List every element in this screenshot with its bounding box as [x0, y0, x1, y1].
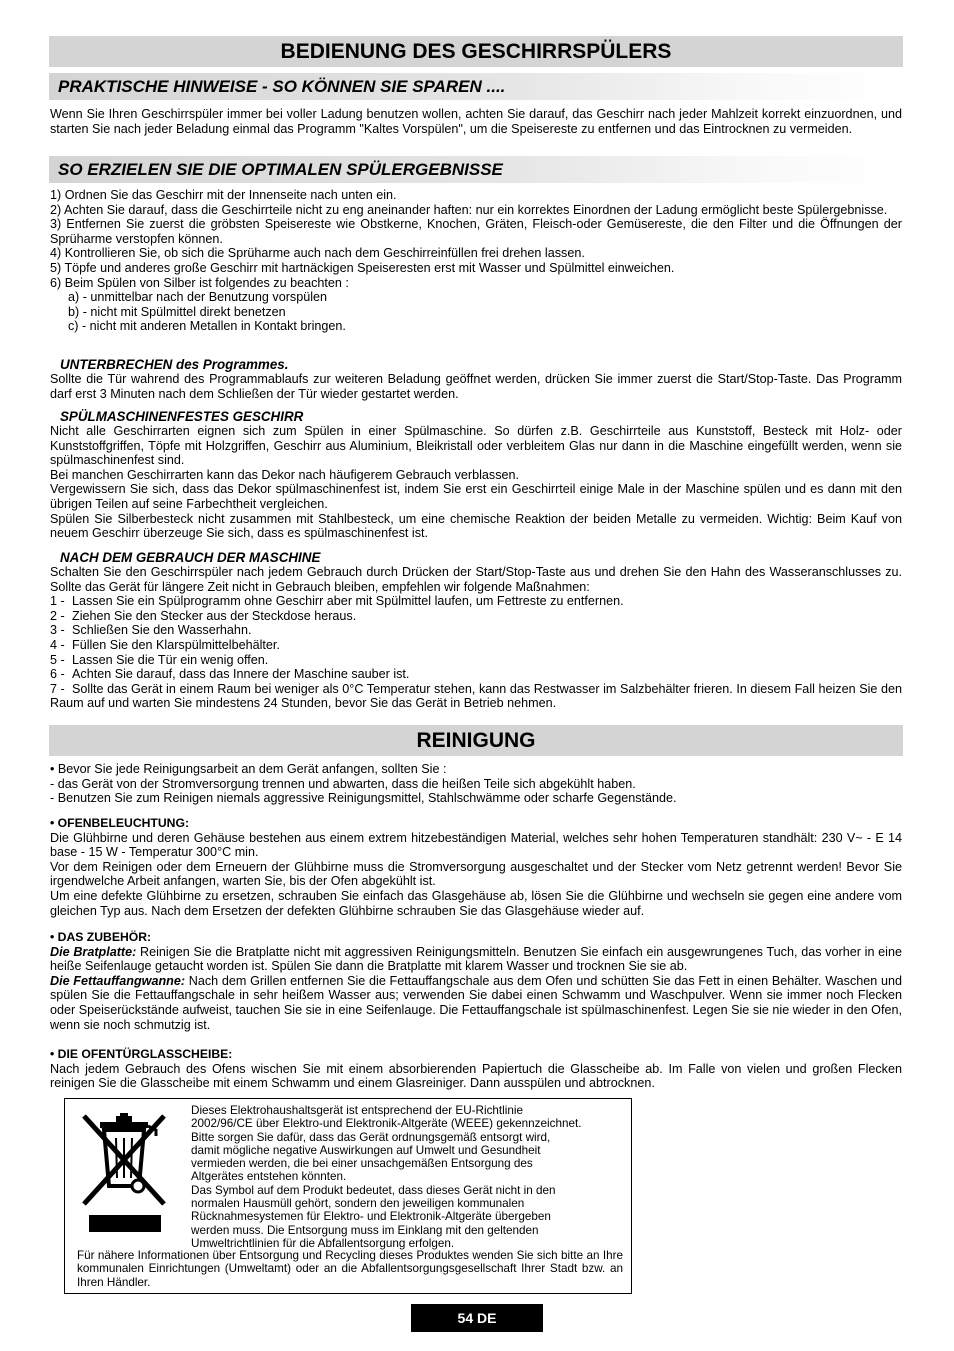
page-number: 54 DE [411, 1304, 543, 1332]
weee-line: Altgerätes entstehen könnten. [191, 1170, 347, 1184]
weee-line: Rücknahmesystemen für Elektro- und Elektronik-Altgeräte übergeben [191, 1210, 551, 1224]
list-item: 5 - Lassen Sie die Tür ein wenig offen. [50, 652, 269, 667]
weee-line: 2002/96/CE über Elektro-und Elektronik-Altgeräte (WEEE) gekennzeichnet. [191, 1117, 582, 1131]
section-title: SO ERZIELEN SIE DIE OPTIMALEN SPÜLERGEBNISSE [58, 160, 503, 179]
paragraph: Sollte die Tür wahrend des Programmablaufs zur weiteren Beladung geöffnet werden, drücken Sie immer zuerst die Start/Stop-Taste. Das Programm darf erst 3 Minuten nach dem Schließen der Tür wieder gestartet werden. [50, 372, 902, 401]
weee-line: Umweltrichtlinien für die Abfallentsorgung erfolgen. [191, 1236, 455, 1250]
section-spuelmaschinenfest [50, 409, 902, 541]
weee-line: vermieden werden, die bei einer unsachgemäßen Entsorgung des [191, 1157, 533, 1171]
subsection-heading: NACH DEM GEBRAUCH DER MASCHINE [60, 550, 321, 565]
section-ofenbeleuchtung [50, 816, 902, 918]
weee-line: normalen Hausmüll gehört, sondern den jeweiligen kommunalen [191, 1197, 525, 1211]
subsection-heading: • DIE OFENTÜRGLASSCHEIBE: [50, 1047, 233, 1061]
weee-line: Bitte sorgen Sie dafür, dass das Gerät ordnungsgemäß entsorgt wird, [191, 1130, 551, 1144]
weee-line: Dieses Elektrohaushaltsgerät ist entsprechend der EU-Richtlinie [191, 1104, 523, 1117]
list-item: 1 - Lassen Sie ein Spülprogramm ohne Geschirr aber mit Spülmittel laufen, um Fettreste zu entfernen. [50, 594, 624, 609]
crossed-out-wheelie-bin-icon [78, 1108, 173, 1240]
list-item: 5) Töpfe und anderes große Geschirr mit hartnäckigen Speiseresten erst mit Wasser und Spülmittel einweichen. [50, 260, 675, 275]
section-title: REINIGUNG [416, 729, 536, 752]
page-title: BEDIENUNG DES GESCHIRRSPÜLERS [280, 40, 672, 63]
subsection-heading: • OFENBELEUCHTUNG: [50, 816, 190, 830]
main-title-bar [49, 36, 903, 67]
reinigung-intro [50, 762, 902, 806]
list-item: 7 - Sollte das Gerät in einem Raum bei weniger als 0°C Temperatur stehen, kann das Restwasser im Salzbehälter frieren. In diesem Fall heizen Sie den Raum auf und warten Sie mindestens 24 Stunden, bevor Sie das Gerät in Betrieb nehmen. [50, 681, 902, 711]
section-nach-dem-gebrauch [50, 550, 902, 711]
weee-line: damit mögliche negative Auswirkungen auf Umwelt und Gesundheit [191, 1143, 541, 1157]
paragraph: Spülen Sie Silberbesteck nicht zusammen mit Stahlbesteck, um eine chemische Reaktion der beiden Metalle zu vermeiden. Wichtig: Beim Kauf von neuem Geschirr überzeuge Sie sich, dass es spülmaschinenfest ist. [50, 511, 902, 541]
reinigung-title-bar [49, 725, 903, 756]
paragraph: Schalten Sie den Geschirrspüler nach jedem Gebrauch durch Drücken der Start/Stop-Taste aus und drehen Sie den Hahn des Wasseranschlusses zu. Sollte das Gerät für längere Zeit nicht in Gebrauch bleiben, empfehlen wir folgende Maßnahmen: [50, 565, 902, 594]
sub-list-item: c) - nicht mit anderen Metallen in Kontakt bringen. [68, 319, 346, 334]
sub-list-item: b) - nicht mit Spülmittel direkt benetzen [68, 304, 286, 319]
paragraph: Die Bratplatte: Reinigen Sie die Bratplatte nicht mit aggressiven Reinigungsmitteln. Benutzen Sie einfach ein ausgewrungenes Tuch, das vorher in eine heiße Seifenlauge getaucht worden ist. Spülen Sie dann die Bratplatte mit klarem Wasser und trocknen Sie sie ab. [50, 944, 902, 974]
paragraph: Vergewissern Sie sich, dass das Dekor spülmaschinenfest ist, indem Sie erst ein Geschirrteil einige Male in der Maschine spülen und es dann mit den übrigen Teilen auf seine Farbechtheit vergleichen. [50, 482, 902, 511]
paragraph: Bei manchen Geschirrarten kann das Dekor nach häufigerem Gebrauch verblassen. [50, 467, 520, 482]
paragraph: Die Fettauffangwanne: Nach dem Grillen entfernen Sie die Fettauffangschale aus dem Ofen und schütten Sie das Fett in einen Behälter. Waschen und spülen Sie die Fettauffangschale in sehr heißem Wasser aus; verwenden Sie dabei einen Schwamm und Waschpulver. Wenn sie immer noch Flecken oder Speiserückstände aufweist, tauchen Sie sie in eine Seifenlauge. Die Fettauffangschale ist spülmaschinenfest. Legen Sie sie nie wieder in den Ofen, wenn sie noch schmutzig ist. [50, 973, 902, 1032]
weee-line: Das Symbol auf dem Produkt bedeutet, dass dieses Gerät nicht in den [191, 1183, 556, 1197]
list-item: 2) Achten Sie darauf, dass die Geschirrteile nicht zu eng aneinander haften: nur ein korrektes Einordnen der Ladung ermöglicht beste Spülergebnisse. [50, 202, 888, 217]
list-item: 6) Beim Spülen von Silber ist folgendes zu beachten : [50, 275, 349, 290]
section-zubehoer [50, 930, 902, 1032]
weee-notice-text [191, 1104, 626, 1250]
list-item: 4) Kontrollieren Sie, ob sich die Sprüharme auch nach dem Geschirreinfüllen frei drehen lassen. [50, 246, 585, 261]
list-item: - das Gerät von der Stromversorgung trennen und abwarten, dass die heißen Teile sich abgekühlt haben. [50, 776, 636, 791]
paragraph: Um eine defekte Glühbirne zu ersetzen, schrauben Sie einfach das Glasgehäuse ab, lösen Sie die Glühbirne und wechseln sie gegen eine andere vom gleichen Typ aus. Nach dem Ersetzen der defekten Glühbirne schrauben Sie das Glasgehäuse wieder auf. [50, 888, 902, 918]
list-item: 1) Ordnen Sie das Geschirr mit der Innenseite nach unten ein. [50, 188, 397, 202]
paragraph: Wenn Sie Ihren Geschirrspüler immer bei voller Ladung benutzen wollen, achten Sie darauf, das Geschirr nach jeder Mahlzeit korrekt einzuordnen, und starten Sie nach jeder Beladung einmal das Programm "Kaltes Vorspülen", um die Speisereste zu entfernen und das Eintrocknen zu vermeiden. [50, 107, 902, 136]
section-spuelergebnisse-body [50, 188, 902, 334]
section-header-spuelergebnisse [49, 156, 903, 183]
sub-list-item: a) - unmittelbar nach der Benutzung vorspülen [68, 290, 328, 305]
section-ofentuerglasscheibe [50, 1047, 902, 1091]
section-sparen-body [50, 107, 902, 136]
list-item: 4 - Füllen Sie den Klarspülmittelbehälter. [50, 637, 280, 652]
section-header-sparen [49, 73, 903, 100]
weee-line: werden muss. Die Entsorgung muss im Einklang mit den geltenden [191, 1223, 539, 1237]
paragraph: Vor dem Reinigen oder dem Erneuern der Glühbirne muss die Stromversorgung ausgeschaltet und der Stecker vom Netz getrennt werden! Bevor Sie irgendwelche Arbeit anfangen, warten Sie, bis der Ofen abgekühlt ist. [50, 859, 902, 889]
subsection-heading: • DAS ZUBEHÖR: [50, 930, 152, 944]
list-item: - Benutzen Sie zum Reinigen niemals aggressive Reinigungsmittel, Stahlschwämme oder scharfe Gegenstände. [50, 791, 677, 806]
list-item: 6 - Achten Sie darauf, dass das Innere der Maschine sauber ist. [50, 667, 410, 682]
paragraph: Nicht alle Geschirrarten eignen sich zum Spülen in einer Spülmaschine. So dürfen z.B. Geschirrteile aus Kunststoff, Besteck mit Holz- oder Kunststoffgriffen, Töpfe mit Holzgriffen, Geschirr aus Aluminium, Bleikristall oder verbleitem Glas nur dann in die Maschine eingefüllt werden, wenn sie spülmaschinenfest sind. [50, 424, 902, 468]
subsection-heading: SPÜLMASCHINENFESTES GESCHIRR [60, 409, 304, 424]
paragraph: Nach jedem Gebrauch des Ofens wischen Sie mit einem absorbierenden Papiertuch die Glasscheibe ab. Im Falle von vielen und großen Flecken reinigen Sie die Glasscheibe mit einem Schwamm und einem Glasreiniger. Dann ausspülen und abtrocknen. [50, 1061, 902, 1091]
list-item: 3) Entfernen Sie zuerst die gröbsten Speisereste wie Obstkerne, Knochen, Gräten, Fleisch-oder Gemüsereste, die den Filter und die Öffnungen der Sprüharme verstopfen können. [50, 217, 902, 246]
section-title: PRAKTISCHE HINWEISE - SO KÖNNEN SIE SPAREN .... [58, 77, 506, 96]
weee-footer-text: Für nähere Informationen über Entsorgung und Recycling dieses Produktes wenden Sie sich bitte an Ihre kommunalen Einrichtungen (Umweltamt) oder an die Abfallentsorgungsgesellschaft Ihrer Stadt bzw. an Ihren Händler. [77, 1249, 623, 1289]
section-unterbrechen [50, 357, 902, 401]
fettauffangwanne-label: Die Fettauffangwanne: [50, 973, 186, 988]
list-item: 3 - Schließen Sie den Wasserhahn. [50, 623, 252, 638]
subsection-heading: UNTERBRECHEN des Programmes. [60, 357, 289, 372]
list-item: • Bevor Sie jede Reinigungsarbeit an dem Gerät anfangen, sollten Sie : [50, 762, 447, 776]
paragraph: Die Glühbirne und deren Gehäuse bestehen aus einem extrem hitzebeständigen Material, welches sehr hohen Temperaturen standhält: 230 V~ - E 14 base - 15 W - Temperatur 300°C min. [50, 830, 902, 860]
bratplatte-label: Die Bratplatte: [50, 944, 137, 959]
list-item: 2 - Ziehen Sie den Stecker aus der Steckdose heraus. [50, 608, 357, 623]
